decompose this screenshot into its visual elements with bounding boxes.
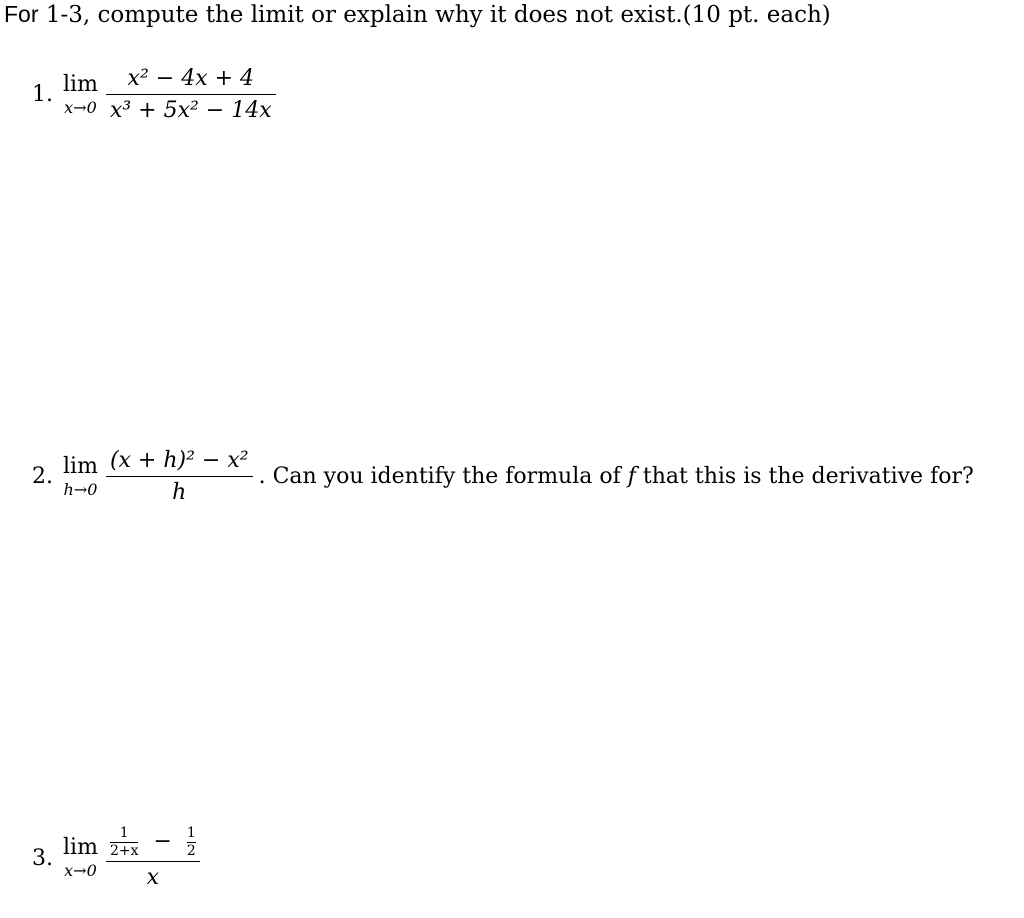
problem-2 [32, 448, 974, 506]
question-text-after: that this is the derivative for? [642, 464, 974, 490]
lim-word: lim [63, 835, 98, 861]
problem-1-number: 1. [32, 82, 53, 108]
problem-2-fraction [106, 448, 253, 506]
lim-word: lim [63, 453, 98, 479]
fraction-denominator: h [172, 480, 187, 506]
fraction-denominator: x³ + 5x² − 14x [109, 98, 272, 124]
problem-3-fraction [106, 826, 200, 891]
problem-3 [32, 826, 200, 891]
inner-fraction-left [110, 826, 139, 858]
inner-right-denominator: 2 [186, 842, 196, 859]
question-text-before: . Can you identify the formula of [258, 464, 621, 490]
fraction-denominator: x [146, 865, 160, 891]
fraction-bar [106, 861, 200, 862]
problem-1-fraction [106, 66, 276, 124]
inner-left-denominator: 2+x [109, 842, 139, 859]
problem-2-question [259, 464, 974, 489]
fraction-bar [106, 476, 253, 477]
problem-3-limit [63, 837, 98, 879]
lim-subscript: x→0 [64, 97, 97, 117]
problem-3-number: 3. [32, 845, 53, 871]
question-variable: f [627, 464, 636, 490]
instructions-text [4, 1, 831, 28]
lim-subscript: h→0 [63, 479, 98, 499]
problem-1-limit [63, 71, 98, 117]
problem-2-number: 2. [32, 464, 53, 490]
lim-word: lim [63, 71, 98, 97]
instructions-for: For [4, 1, 39, 27]
fraction-bar [106, 94, 276, 95]
inner-fraction-right [187, 826, 196, 858]
problem-1 [32, 66, 276, 124]
inner-right-numerator: 1 [186, 825, 196, 841]
inner-left-numerator: 1 [119, 825, 129, 841]
fraction-numerator [106, 826, 200, 858]
fraction-numerator: x² − 4x + 4 [127, 66, 255, 91]
fraction-numerator: (x + h)² − x² [109, 448, 249, 473]
lim-subscript: x→0 [64, 861, 97, 881]
inner-minus: − [153, 829, 172, 855]
problem-2-limit [63, 453, 98, 499]
instructions-rest: 1-3, compute the limit or explain why it does not exist.(10 pt. each) [45, 2, 831, 28]
